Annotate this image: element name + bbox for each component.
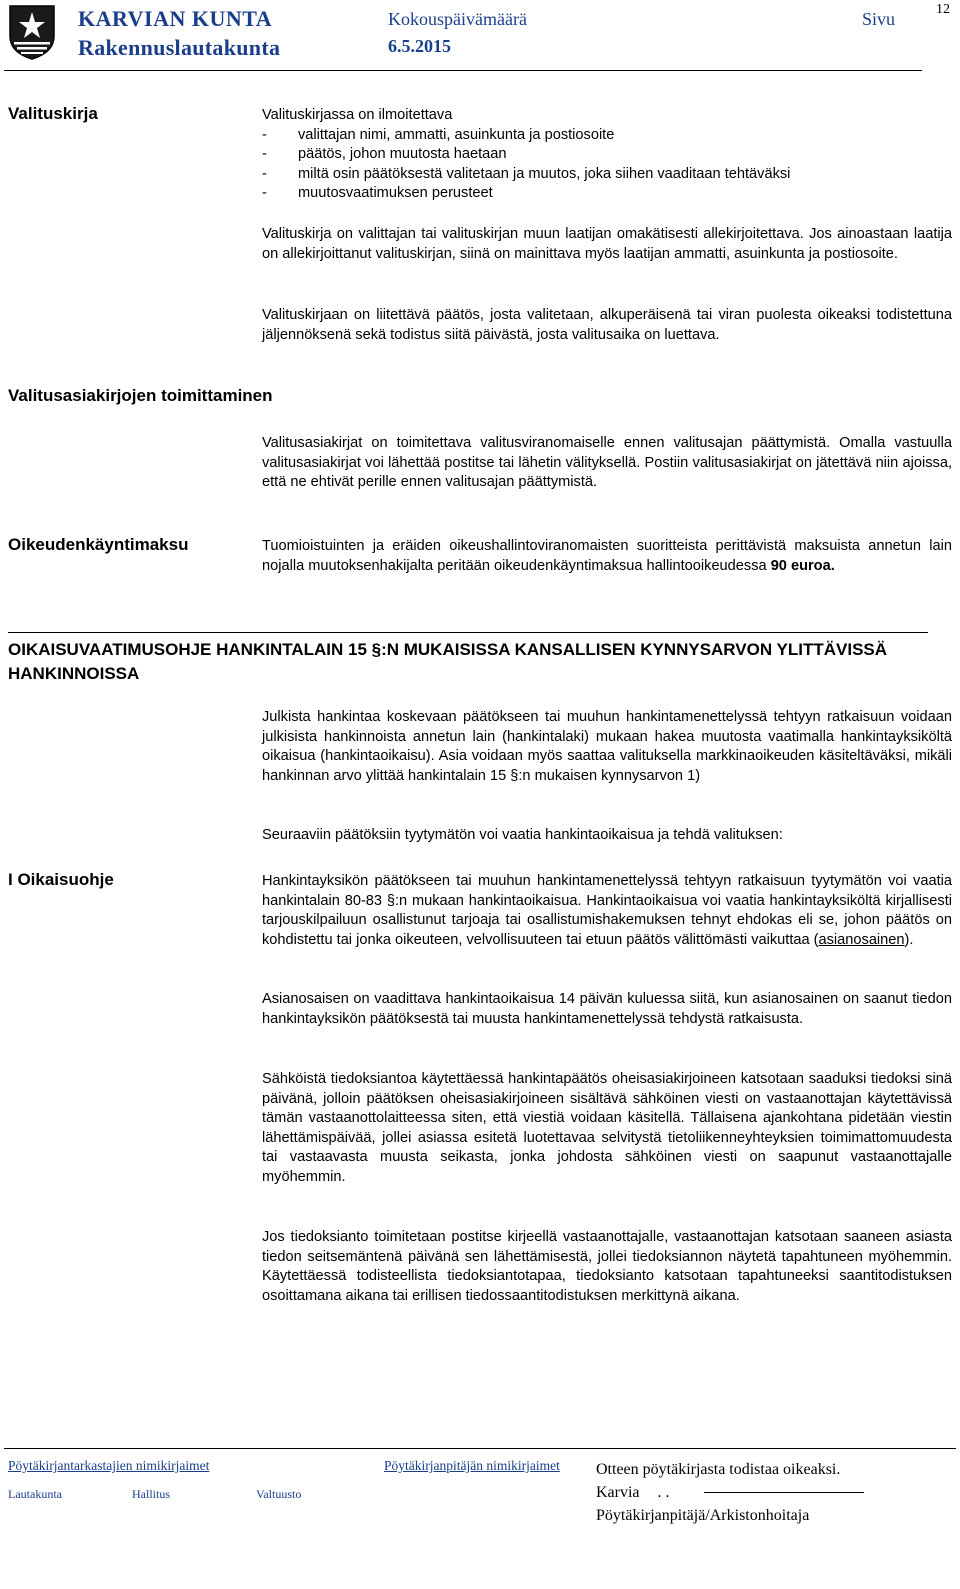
certification-text: Otteen pöytäkirjasta todistaa oikeaksi. <box>596 1461 841 1478</box>
date-blank-line <box>704 1492 864 1493</box>
org-body: Rakennuslautakunta <box>78 35 281 60</box>
inspectors-initials-label: Pöytäkirjantarkastajien nimikirjaimet <box>8 1458 210 1473</box>
valituskirja-attachment-paragraph: Valituskirjaan on liitettävä päätös, josta valitetaan, alkuperäisenä tai viran puolesta oikeaksi todistettuna jäljennöksenä sekä todistus siitä päivästä, josta valitusaika on luettava. <box>262 307 952 343</box>
list-item: - muutosvaatimuksen perusteet <box>262 185 493 202</box>
lautakunta-label: Lautakunta <box>8 1487 62 1501</box>
oikaisuohje-paragraph-4: Jos tiedoksianto toimitetaan postitse kirjeellä vastaanottajalle, vastaanottajan katsotaan saaneen asiasta tiedon seitsemäntenä päivänä sen lähettämisestä, jollei tiedoksiannon näytetä tapahtuneen myöhemmin. Käytettäessä todisteellista tiedoksiantotapaa, tiedoksianto katsotaan tapahtuneeksi saantitodistuksen osoittamana aikana tai erillisen tiedossaantitodistuksen merkittynä aikana. <box>262 1229 952 1304</box>
asianosainen-term: asianosainen <box>818 931 905 948</box>
list-item: - päätös, johon muutosta haetaan <box>262 146 507 163</box>
toimittaminen-heading: Valitusasiakirjojen toimittaminen <box>8 386 273 405</box>
page-label: Sivu <box>862 9 896 29</box>
hankinta-intro: Julkista hankintaa koskevaan päätökseen tai muuhun hankintamenettelyssä tehtyyn ratkaisuun voidaan julkisista hankinnoista annetun lain (hankintalaki) mukaan hakea muutosta vaatimalla hankintayksiköltä oikaisua (hankintaoikaisu). Asia voidaan myös saattaa valituksella markkinaoikeuden käsiteltäväksi, mikäli hankinnan arvo ylittää hankintalain 15 §:n mukaisen kynnysarvon 1) <box>262 709 952 784</box>
fee-amount: 90 euroa. <box>770 557 835 574</box>
oikeudenkaynti-paragraph: Tuomioistuinten ja eräiden oikeushallintoviranomaisten suoritteista perittävistä maksuista annetun lain nojalla muutoksenhakijalta peritään oikeudenkäyntimaksua hallintooikeudessa 90 euroa. <box>262 538 952 574</box>
meeting-date: 6.5.2015 <box>388 36 451 56</box>
footer-divider <box>4 1448 956 1449</box>
hallitus-label: Hallitus <box>132 1487 170 1501</box>
valituskirja-block <box>262 106 952 204</box>
certification-place: Karvia . . <box>596 1481 864 1504</box>
oikaisuohje-paragraph-3: Sähköistä tiedoksiantoa käytettäessä hankintapäätös oheisasiakirjoineen katsotaan saaduksi tiedoksi sinä päivänä, jolloin päätöksen oheisasiakirjoineen sisältävä sähköinen viesti on vastaanottajan käytettävissä tämän vastaanottolaitteessa siten, että viestiä voidaan käsitellä. Tällaisena ajankohtana pidetään viestin lähettämispäivää, jollei asiassa esitetä luotettavaa selvitystä tietoliikenneyhteyksien toimimattomuudesta tai vastaavasta muusta seikasta, jonka johdosta sähköinen viesti on saapunut vastaanottajalle myöhemmin. <box>262 1071 952 1185</box>
hankinta-lead: Seuraaviin päätöksiin tyytymätön voi vaatia hankintaoikaisua ja tehdä valituksen: <box>262 827 783 843</box>
valituskirja-signature-paragraph: Valituskirja on valittajan tai valituskirjan muun laatijan omakätisesti allekirjoitettava. Jos ainoastaan laatija on allekirjoittanut valituskirjan, siinä on mainittava myös laatijan ammatti, asuinkunta ja postiosoite. <box>262 226 952 262</box>
oikeudenkaynti-heading: Oikeudenkäyntimaksu <box>8 535 189 554</box>
org-name: KARVIAN KUNTA <box>78 6 273 31</box>
toimittaminen-paragraph: Valitusasiakirjat on toimitettava valitusviranomaiselle ennen valitusajan päättymistä. Omalla vastuulla valitusasiakirjat voi lähettää postitse tai lähetin välityksellä. Postiin valitusasiakirjat on jätettävä niin ajoissa, että ne ehtivät perille ennen valitusajan päättymistä. <box>262 435 952 491</box>
meeting-date-label: Kokouspäivämäärä <box>388 9 527 29</box>
oikaisuohje-paragraph-2: Asianosaisen on vaadittava hankintaoikaisua 14 päivän kuluessa siitä, kun asianosainen on saanut tiedon hankintayksikön päätöksestä tai muusta hankintamenettelyssä tehdystä ratkaisusta. <box>262 991 952 1027</box>
valituskirja-heading: Valituskirja <box>8 104 98 123</box>
hankinta-title: OIKAISUVAATIMUSOHJE HANKINTALAIN 15 §:N MUKAISISSA KANSALLISEN KYNNYSARVON YLITTÄVISSÄ HANKINNOISSA <box>8 640 888 683</box>
list-item: - miltä osin päätöksestä valitetaan ja muutos, joka siihen vaaditaan tehtäväksi <box>262 165 791 182</box>
valtuusto-label: Valtuusto <box>256 1487 302 1501</box>
karvia-coat-of-arms-icon <box>8 4 56 60</box>
certification-role: Pöytäkirjanpitäjä/Arkistonhoitaja <box>596 1507 810 1524</box>
header-divider <box>4 70 922 71</box>
list-item: - valittajan nimi, ammatti, asuinkunta ja postiosoite <box>262 126 615 143</box>
section-divider <box>8 632 928 633</box>
keeper-initials-label: Pöytäkirjanpitäjän nimikirjaimet <box>384 1458 560 1473</box>
valituskirja-list <box>262 126 952 204</box>
oikaisuohje-paragraph-1: Hankintayksikön päätökseen tai muuhun hankintamenettelyssä tehtyyn ratkaisuun tyytymätön voi vaatia hankintalain 80-83 §:n mukaan hankintaoikaisua. Hankintaoikaisua voi vaatia hankintayksiköltä kirjallisesti tarjouskilpailuun osallistunut tarjoaja tai osallistumishakemuksen tehnyt ehdokas eli se, johon päätös on kohdistettu tai jonka oikeuteen, velvollisuuteen tai etuun päätös välittömästi vaikuttaa (asianosainen). <box>262 873 952 948</box>
valituskirja-intro: Valituskirjassa on ilmoitettava <box>262 107 453 123</box>
oikaisuohje-heading: I Oikaisuohje <box>8 870 114 889</box>
certification-box <box>596 1458 864 1527</box>
page-number: 12 <box>936 2 950 17</box>
